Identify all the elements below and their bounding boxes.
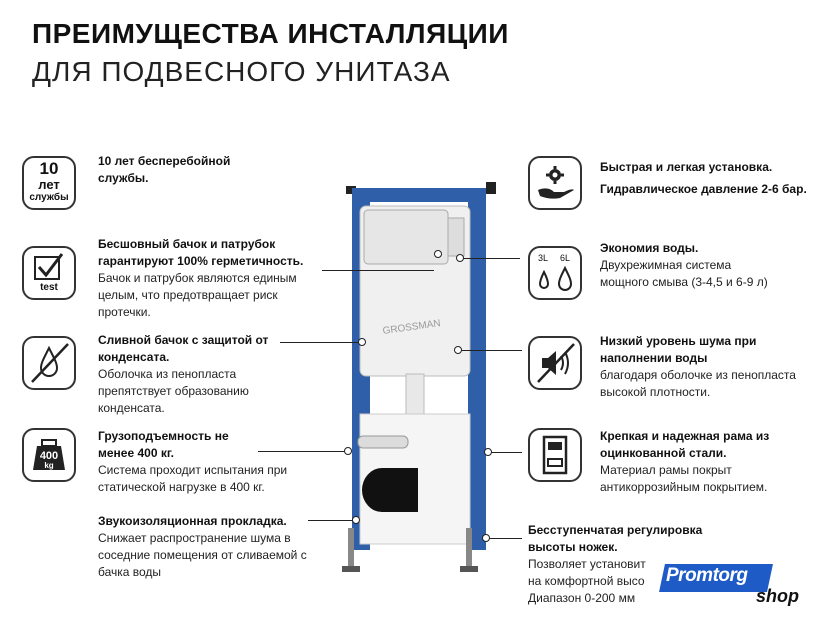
leader-line: [258, 451, 346, 452]
leader-dot: [456, 254, 464, 262]
leader-dot: [454, 346, 462, 354]
test-label: test: [40, 282, 58, 293]
feature-easy-install: [600, 156, 830, 200]
test-check-icon: [22, 246, 76, 300]
leader-dot: [358, 338, 366, 346]
feature-condensate: [98, 332, 273, 417]
feature-title: Бесступенчатая регулировка высоты ножек.: [528, 523, 703, 554]
feature-service-life: [98, 153, 258, 187]
condensate-protection-icon: [22, 336, 76, 390]
years-number: 10: [39, 159, 59, 178]
feature-desc: Позволяет установит на комфортной высо Диапазон 0-200 мм: [528, 557, 646, 605]
feature-desc: Бачок и патрубок являются единым целым, что предотвращает риск протечки.: [98, 271, 297, 319]
leader-line: [460, 350, 522, 351]
feature-title: Низкий уровень шума при наполнении воды: [600, 334, 757, 365]
years-service-label: службы: [29, 192, 69, 203]
liters-small-label: 3L: [538, 253, 549, 263]
leader-dot: [484, 448, 492, 456]
leader-line: [488, 538, 522, 539]
leader-line: [490, 452, 522, 453]
feature-sound-insulation: [98, 513, 333, 581]
years-word: лет: [38, 177, 60, 192]
leader-dot: [344, 447, 352, 455]
leader-line: [322, 270, 434, 271]
water-economy-icon: [528, 246, 582, 300]
easy-install-icon: [528, 156, 582, 210]
feature-title: Грузоподъемность не менее 400 кг.: [98, 429, 229, 460]
brand-mark: GROSSMAN: [381, 318, 442, 338]
feature-title: 10 лет бесперебойной службы.: [98, 154, 231, 185]
weight-unit: kg: [44, 461, 54, 470]
weight-value: 400: [39, 450, 59, 462]
page-subtitle: ДЛЯ ПОДВЕСНОГО УНИТАЗА: [32, 56, 451, 87]
low-noise-icon: [528, 336, 582, 390]
watermark-brand: Promtorg: [666, 565, 748, 586]
page-title: ПРЕИМУЩЕСТВА ИНСТАЛЛЯЦИИ: [32, 18, 509, 49]
feature-title: Экономия воды.: [600, 241, 699, 255]
leader-dot: [352, 516, 360, 524]
feature-title: Звукоизоляционная прокладка.: [98, 514, 287, 528]
feature-title: Бесшовный бачок и патрубок гарантируют 100% герметичность.: [98, 237, 304, 268]
feature-load-capacity: [98, 428, 318, 496]
leader-line: [280, 342, 360, 343]
feature-desc: благодаря оболочке из пенопласта высокой плотности.: [600, 368, 796, 399]
feature-desc: Снижает распространение шума в соседние помещения от сливаемой с бачка воды: [98, 531, 307, 579]
feature-desc: Оболочка из пенопласта препятствует образованию конденсата.: [98, 367, 249, 415]
feature-water-saving: [600, 240, 780, 291]
feature-desc: Двухрежимная система мощного смыва (3-4,5 и 6-9 л): [600, 258, 768, 289]
watermark-shop: shop: [756, 586, 799, 606]
leader-dot: [434, 250, 442, 258]
feature-seamless-tank: [98, 236, 328, 321]
feature-title: Быстрая и легкая установка.: [600, 160, 773, 174]
feature-low-noise: [600, 333, 825, 401]
feature-desc: Гидравлическое давление 2-6 бар.: [600, 182, 807, 196]
feature-steel-frame: [600, 428, 780, 496]
promtorg-watermark: [654, 562, 814, 616]
leader-dot: [482, 534, 490, 542]
leader-line: [460, 258, 520, 259]
weight-400kg-icon: [22, 428, 76, 482]
steel-frame-icon: [528, 428, 582, 482]
leader-line: [308, 520, 354, 521]
feature-title: Сливной бачок с защитой от конденсата.: [98, 333, 269, 364]
feature-desc: Материал рамы покрыт антикоррозийным покрытием.: [600, 463, 768, 494]
liters-large-label: 6L: [560, 253, 571, 263]
feature-title: Крепкая и надежная рама из оцинкованной стали.: [600, 429, 770, 460]
feature-desc: Система проходит испытания при статической нагрузке в 400 кг.: [98, 463, 288, 494]
years-service-icon: [22, 156, 76, 210]
